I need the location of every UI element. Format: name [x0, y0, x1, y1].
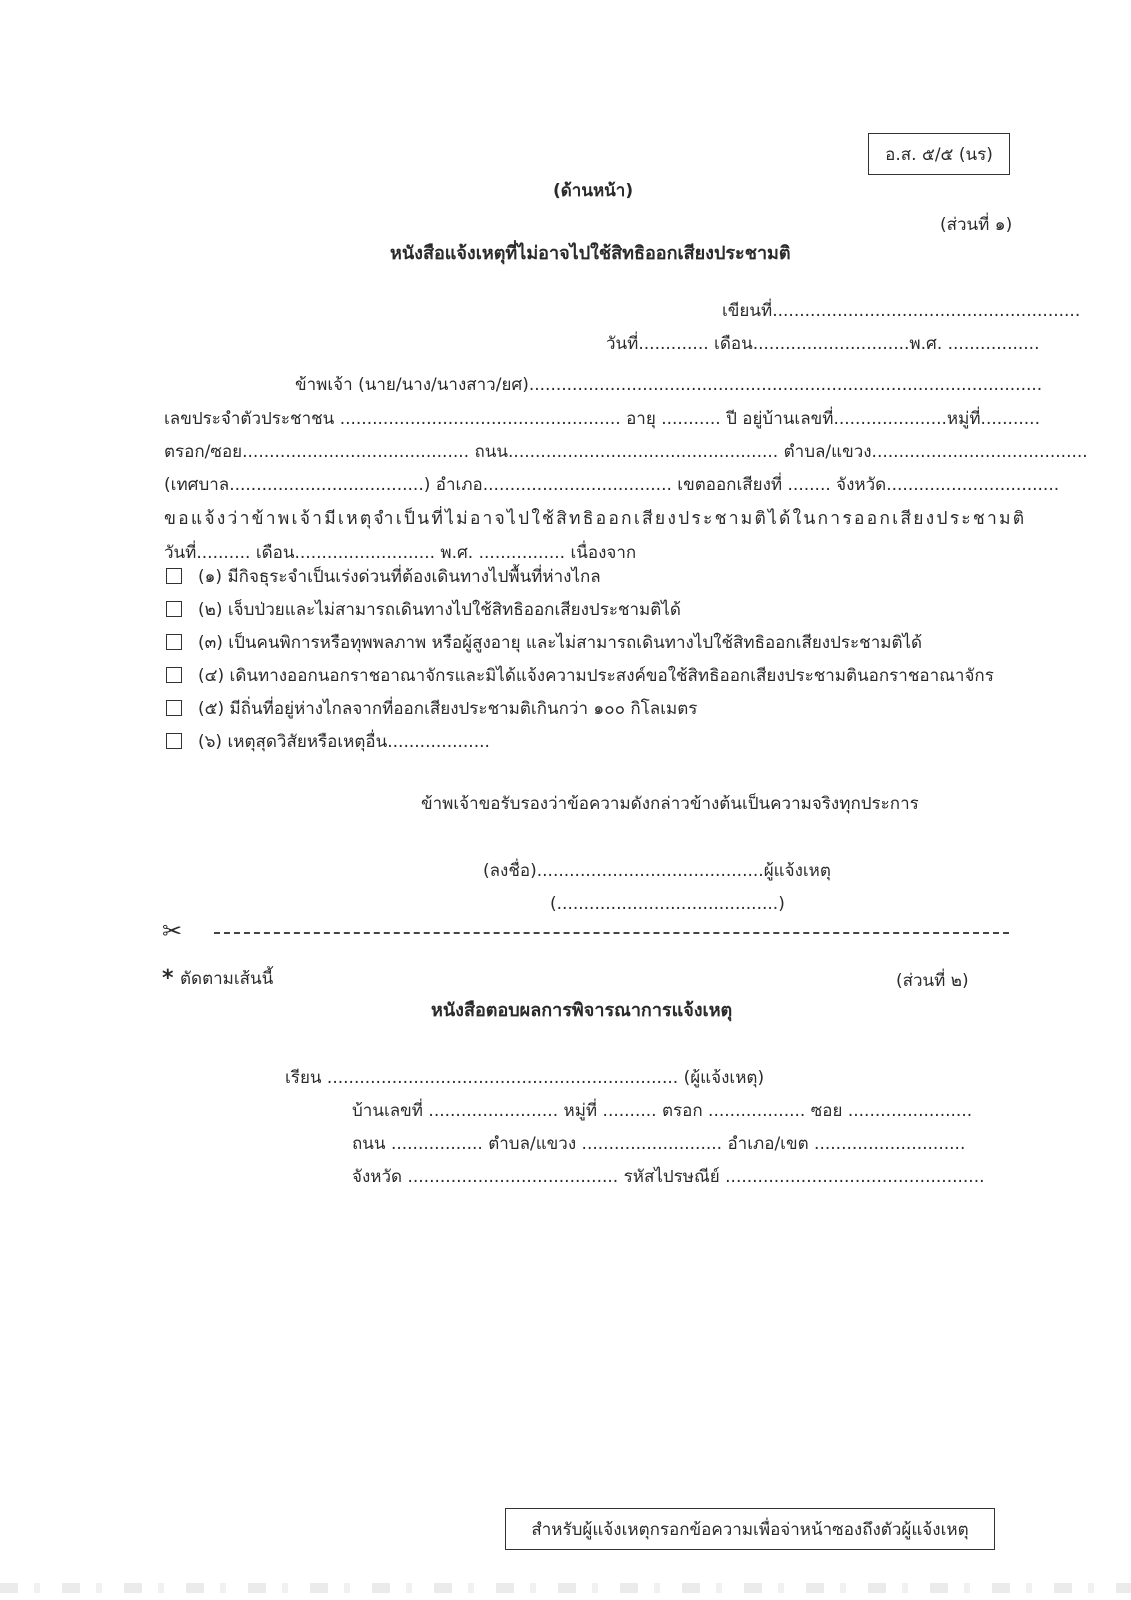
form-code: อ.ส. ๕/๕ (นร) — [885, 144, 993, 165]
reason-label-5: (๕) มีถิ่นที่อยู่ห่างไกลจากที่ออกเสียงประชามติเกินกว่า ๑๐๐ กิโลเมตร — [198, 699, 698, 719]
reason-label-3: (๓) เป็นคนพิการหรือทุพพลภาพ หรือผู้สูงอายุ และไม่สามารถเดินทางไปใช้สิทธิออกเสียงประชามติได้ — [198, 633, 923, 653]
form-title: หนังสือแจ้งเหตุที่ไม่อาจไปใช้สิทธิออกเสียงประชามติ — [390, 243, 791, 264]
form-code-box — [868, 133, 1010, 175]
reason-checkbox-4[interactable] — [166, 667, 182, 683]
referendum-date-field[interactable]: วันที่.......... เดือน.......................... พ.ศ. ................ เนื่องจาก — [164, 543, 637, 563]
reason-label-2: (๒) เจ็บป่วยและไม่สามารถเดินทางไปใช้สิทธิออกเสียงประชามติได้ — [198, 600, 681, 620]
envelope-note-box — [505, 1508, 995, 1550]
name-field[interactable]: ข้าพเจ้า (นาย/นาง/นางสาว/ยศ)............................................................................................... — [295, 375, 1043, 395]
signature-name-field[interactable]: (.........................................) — [550, 894, 785, 914]
star-icon: * — [162, 966, 174, 991]
scissors-icon: ✂ — [162, 917, 183, 945]
scan-artifact — [0, 1583, 1131, 1593]
notify-statement: ขอแจ้งว่าข้าพเจ้ามีเหตุจำเป็นที่ไม่อาจไปใช้สิทธิออกเสียงประชามติได้ในการออกเสียงประชามติ — [164, 509, 1027, 529]
reason-checkbox-1[interactable] — [166, 568, 182, 584]
address-line-1[interactable]: บ้านเลขที่ ........................ หมู่ที่ .......... ตรอก .................. ซอย ....................... — [352, 1101, 973, 1121]
date-field[interactable]: วันที่............. เดือน.............................พ.ศ. ................. — [606, 334, 1040, 354]
written-at-field[interactable]: เขียนที่......................................................... — [722, 301, 1081, 321]
cut-line — [214, 932, 1009, 934]
part1-label: (ส่วนที่ ๑) — [940, 215, 1013, 235]
part2-label: (ส่วนที่ ๒) — [896, 971, 969, 991]
reply-title: หนังสือตอบผลการพิจารณาการแจ้งเหตุ — [431, 1000, 733, 1021]
cut-note: ตัดตามเส้นนี้ — [180, 969, 274, 989]
id-age-address-field[interactable]: เลขประจำตัวประชาชน .................................................... อายุ ........... ปี อยู่บ้านเลขที่.....................หมู่ที่........... — [164, 409, 1040, 429]
soi-road-subdistrict-field[interactable]: ตรอก/ซอย.......................................... ถนน.................................................. ตำบล/แขวง........................................ — [164, 442, 1088, 462]
district-province-field[interactable]: (เทศบาล....................................) อำเภอ................................... เขตออกเสียงที่ ........ จังหวัด................................ — [164, 475, 1060, 495]
reason-checkbox-3[interactable] — [166, 634, 182, 650]
reason-label-6: (๖) เหตุสุดวิสัยหรือเหตุอื่น................... — [198, 732, 490, 752]
address-line-2[interactable]: ถนน ................. ตำบล/แขวง .......................... อำเภอ/เขต ............................ — [352, 1134, 966, 1154]
certify-statement: ข้าพเจ้าขอรับรองว่าข้อความดังกล่าวข้างต้นเป็นความจริงทุกประการ — [421, 794, 919, 814]
reason-label-1: (๑) มีกิจธุระจำเป็นเร่งด่วนที่ต้องเดินทางไปพื้นที่ห่างไกล — [198, 567, 601, 587]
side-label: (ด้านหน้า) — [553, 181, 634, 201]
envelope-note: สำหรับผู้แจ้งเหตุกรอกข้อความเพื่อจ่าหน้าซองถึงตัวผู้แจ้งเหตุ — [531, 1519, 969, 1540]
reason-checkbox-2[interactable] — [166, 601, 182, 617]
address-line-3[interactable]: จังหวัด ....................................... รหัสไปรษณีย์ ................................................ — [352, 1167, 985, 1187]
signature-field[interactable]: (ลงชื่อ)..........................................ผู้แจ้งเหตุ — [483, 861, 831, 881]
reason-checkbox-6[interactable] — [166, 733, 182, 749]
to-field[interactable]: เรียน ................................................................. (ผู้แจ้งเหตุ) — [285, 1068, 765, 1088]
reason-label-4: (๔) เดินทางออกนอกราชอาณาจักรและมิได้แจ้งความประสงค์ขอใช้สิทธิออกเสียงประชามตินอกราชอาณาจักร — [198, 666, 994, 686]
reason-checkbox-5[interactable] — [166, 700, 182, 716]
